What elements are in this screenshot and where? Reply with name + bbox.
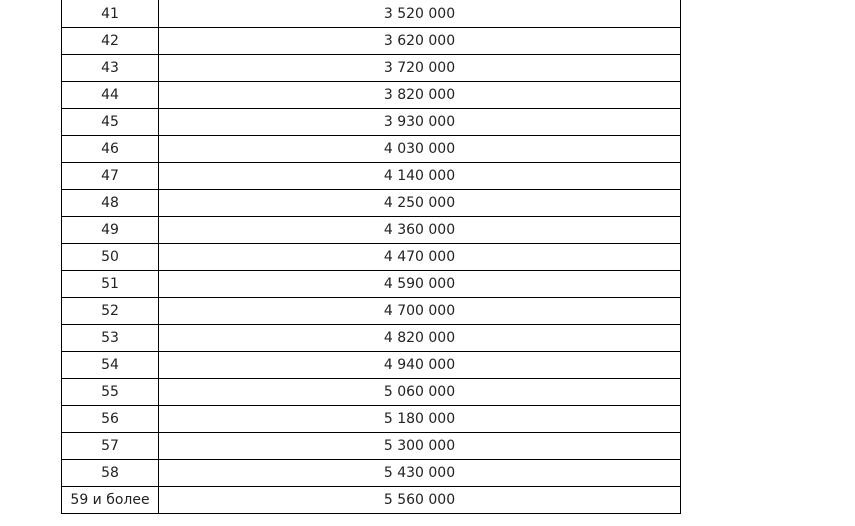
amount-cell: 5 300 000 — [159, 433, 681, 460]
table-row — [62, 217, 681, 244]
amount-cell: 4 940 000 — [159, 352, 681, 379]
table-row — [62, 433, 681, 460]
amount-cell: 4 700 000 — [159, 298, 681, 325]
row-number-cell: 55 — [62, 379, 159, 406]
table-row — [62, 298, 681, 325]
amount-cell: 3 820 000 — [159, 82, 681, 109]
amount-cell: 4 360 000 — [159, 217, 681, 244]
row-number-cell: 51 — [62, 271, 159, 298]
table-row — [62, 406, 681, 433]
row-number-cell: 58 — [62, 460, 159, 487]
row-number-cell: 59 и более — [62, 487, 159, 514]
amount-cell: 4 250 000 — [159, 190, 681, 217]
amount-cell: 3 720 000 — [159, 55, 681, 82]
table-row — [62, 28, 681, 55]
table-row — [62, 163, 681, 190]
amount-cell: 4 140 000 — [159, 163, 681, 190]
row-number-cell: 48 — [62, 190, 159, 217]
table-row — [62, 82, 681, 109]
row-number-cell: 53 — [62, 325, 159, 352]
table-row — [62, 379, 681, 406]
row-number-cell: 54 — [62, 352, 159, 379]
table-row — [62, 487, 681, 514]
amount-cell: 4 030 000 — [159, 136, 681, 163]
amount-cell: 4 820 000 — [159, 325, 681, 352]
document-table-container — [61, 0, 681, 514]
amount-cell: 5 430 000 — [159, 460, 681, 487]
row-number-cell: 46 — [62, 136, 159, 163]
table-row — [62, 55, 681, 82]
table-row — [62, 136, 681, 163]
table-row — [62, 109, 681, 136]
row-number-cell: 42 — [62, 28, 159, 55]
row-number-cell: 52 — [62, 298, 159, 325]
table-row — [62, 190, 681, 217]
amount-cell: 3 620 000 — [159, 28, 681, 55]
table-row — [62, 352, 681, 379]
row-number-cell: 57 — [62, 433, 159, 460]
row-number-cell: 41 — [62, 0, 159, 28]
table-row — [62, 0, 681, 28]
amount-cell: 3 930 000 — [159, 109, 681, 136]
row-number-cell: 45 — [62, 109, 159, 136]
table-row — [62, 271, 681, 298]
table-row — [62, 244, 681, 271]
amount-cell: 5 560 000 — [159, 487, 681, 514]
table-body — [62, 0, 681, 514]
amount-cell: 4 590 000 — [159, 271, 681, 298]
row-number-cell: 43 — [62, 55, 159, 82]
row-number-cell: 50 — [62, 244, 159, 271]
amount-cell: 5 180 000 — [159, 406, 681, 433]
table-row — [62, 325, 681, 352]
data-table — [61, 0, 681, 514]
row-number-cell: 56 — [62, 406, 159, 433]
row-number-cell: 49 — [62, 217, 159, 244]
amount-cell: 5 060 000 — [159, 379, 681, 406]
amount-cell: 3 520 000 — [159, 0, 681, 28]
table-row — [62, 460, 681, 487]
row-number-cell: 44 — [62, 82, 159, 109]
amount-cell: 4 470 000 — [159, 244, 681, 271]
row-number-cell: 47 — [62, 163, 159, 190]
